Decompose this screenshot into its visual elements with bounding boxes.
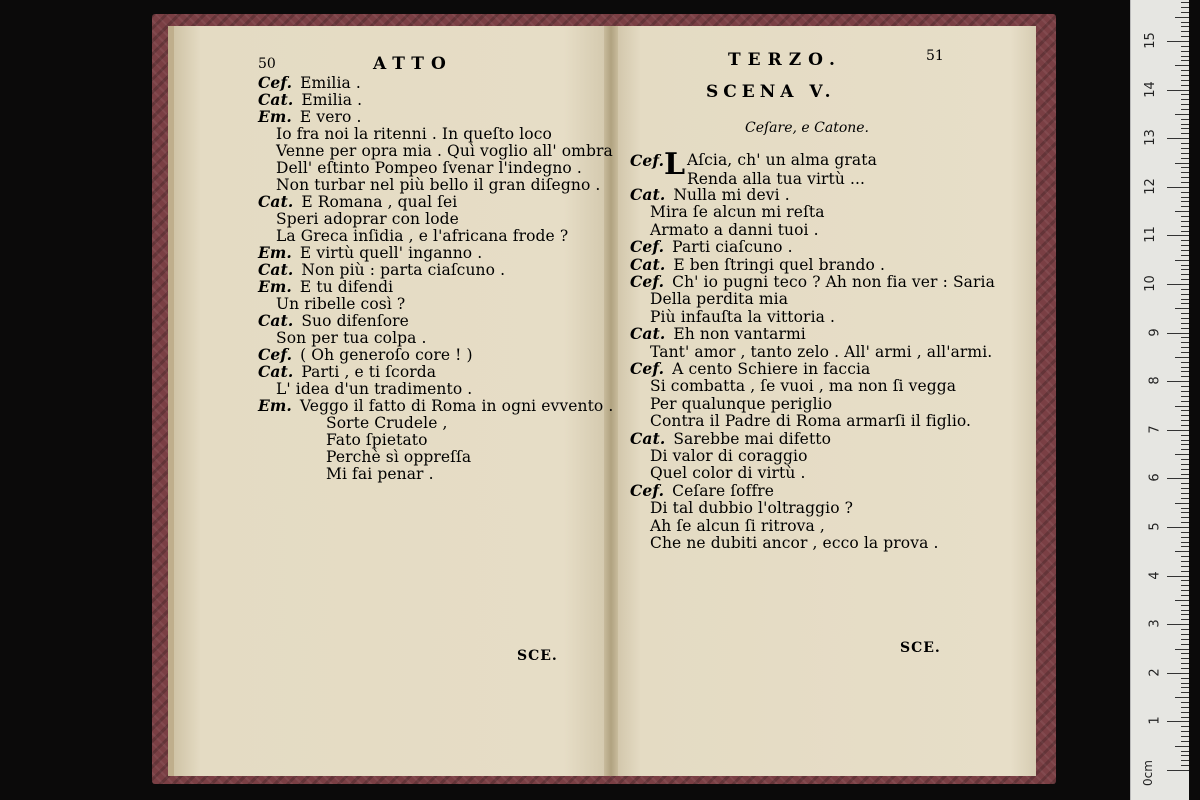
ruler-tick (1181, 595, 1189, 596)
ruler-tick (1181, 410, 1189, 411)
speaker-label: Em. (258, 243, 292, 262)
ruler-tick (1175, 114, 1189, 115)
ruler-tick (1181, 104, 1189, 105)
verse-line (258, 397, 613, 415)
ruler-tick (1181, 347, 1189, 348)
ruler-tick (1181, 80, 1189, 81)
speaker-label: Cat. (630, 185, 666, 204)
left-page-number: 50 (258, 56, 276, 72)
scene-title: SCENA V. (706, 82, 836, 102)
verse-line (276, 176, 600, 194)
ruler-tick (1181, 736, 1189, 737)
ruler-tick (1175, 211, 1189, 212)
ruler-tick (1167, 41, 1189, 42)
ruler-tick (1167, 90, 1189, 91)
ruler-number: 15 (1143, 32, 1159, 49)
ruler-tick (1181, 206, 1189, 207)
verse-text: Emilia . (301, 91, 363, 109)
ruler-tick (1181, 318, 1189, 319)
ruler-number: 8 (1147, 376, 1163, 385)
ruler-tick (1181, 148, 1189, 149)
verse-text: Mi fai penar . (326, 465, 434, 483)
ruler-tick (1181, 172, 1189, 173)
ruler-tick (1181, 299, 1189, 300)
right-page-number: 51 (926, 48, 944, 64)
ruler-number: 12 (1143, 178, 1159, 195)
ruler-tick (1181, 571, 1189, 572)
ruler-number: 3 (1147, 619, 1163, 628)
speaker-label: Cat. (630, 254, 666, 274)
ruler-tick (1167, 333, 1189, 334)
ruler-tick (1181, 313, 1189, 314)
ruler-tick (1181, 94, 1189, 95)
verse-line (276, 380, 472, 398)
speaker-label: Cef. (630, 359, 665, 378)
ruler-tick (1181, 644, 1189, 645)
ruler-tick (1181, 610, 1189, 611)
ruler-tick (1181, 707, 1189, 708)
verse-text: E ben ſtringi quel brando . (673, 255, 886, 274)
ruler-tick (1181, 561, 1189, 562)
ruler-tick (1181, 731, 1189, 732)
verse-line (326, 414, 448, 432)
ruler-tick (1167, 721, 1189, 722)
verse-line (276, 142, 613, 160)
verse-line (630, 256, 885, 274)
ruler-tick (1181, 386, 1189, 387)
verse-text: Suo difenſore (301, 312, 409, 330)
speaker-label: Em. (258, 396, 292, 415)
ruler-tick (1181, 192, 1189, 193)
ruler-tick (1181, 702, 1189, 703)
speaker-label: Cat. (258, 311, 294, 330)
ruler-tick (1167, 284, 1189, 285)
ruler-tick (1175, 308, 1189, 309)
verse-text: Non turbar nel più bello il gran diſegno . (276, 176, 601, 194)
speaker-label: Em. (258, 277, 292, 296)
ruler-tick (1181, 70, 1189, 71)
right-catchword: SCE. (900, 640, 941, 656)
speaker-label: Cat. (258, 90, 294, 109)
ruler-number: 2 (1147, 668, 1163, 677)
ruler-tick (1167, 235, 1189, 236)
verse-text: Parti , e ti ſcorda (301, 363, 437, 381)
ruler-tick (1181, 240, 1189, 241)
speaker-label: Cef. (630, 480, 665, 500)
speaker-label: Cef. (630, 272, 665, 291)
ruler-tick (1181, 124, 1189, 125)
verse-text: Sorte Crudele , (326, 414, 448, 432)
ruler-tick (1181, 522, 1189, 523)
ruler-tick (1167, 576, 1189, 577)
ruler-tick (1181, 269, 1189, 270)
measurement-ruler (1130, 0, 1189, 800)
ruler-tick (1181, 741, 1189, 742)
ruler-tick (1181, 449, 1189, 450)
verse-line (630, 238, 793, 256)
ruler-tick (1181, 663, 1189, 664)
ruler-tick (1181, 177, 1189, 178)
verse-line (650, 343, 992, 361)
ruler-tick (1181, 201, 1189, 202)
ruler-tick (1181, 391, 1189, 392)
ruler-tick (1167, 381, 1189, 382)
ruler-tick (1181, 566, 1189, 567)
ruler-tick (1181, 658, 1189, 659)
verse-line (326, 448, 471, 466)
ruler-tick (1181, 133, 1189, 134)
ruler-tick (1181, 605, 1189, 606)
ruler-tick (1181, 546, 1189, 547)
verse-line (650, 464, 805, 482)
ruler-tick (1181, 760, 1189, 761)
speaker-label: Cat. (258, 260, 294, 279)
ruler-number: 5 (1147, 522, 1163, 531)
ruler-tick (1181, 231, 1189, 232)
ruler-tick (1181, 221, 1189, 222)
ruler-tick (1181, 60, 1189, 61)
verse-text: Si combatta , ſe vuoi , ma non ſi vegga (650, 377, 957, 396)
speaker-label: Cef. (258, 73, 293, 92)
ruler-tick (1181, 342, 1189, 343)
drop-cap-letter: L (664, 147, 686, 182)
ruler-tick (1181, 294, 1189, 295)
verse-text: ( Oh generoſo core ! ) (300, 346, 473, 364)
verse-text: Ch' io pugni teco ? Ah non fia ver : Saria (672, 273, 995, 291)
verse-text: Nulla mi devi . (673, 186, 790, 204)
ruler-tick (1181, 517, 1189, 518)
verse-line (630, 325, 806, 343)
verse-text: Della perdita mia (650, 290, 789, 309)
verse-text: La Greca inſidia , e l'africana frode ? (276, 227, 569, 245)
ruler-tick (1181, 31, 1189, 32)
ruler-number: 10 (1143, 275, 1159, 292)
verse-line (258, 278, 393, 296)
ruler-tick (1167, 770, 1189, 771)
verse-line (258, 193, 457, 211)
ruler-tick (1181, 182, 1189, 183)
ruler-tick (1181, 289, 1189, 290)
verse-text: Perchè sì oppreſſa (326, 448, 472, 466)
right-running-head: TERZO. (728, 50, 842, 70)
ruler-tick (1181, 167, 1189, 168)
ruler-tick (1181, 85, 1189, 86)
speaker-label: Cef. (630, 151, 665, 170)
ruler-tick (1181, 56, 1189, 57)
verse-text: Ah ſe alcun ſi ritrova , (650, 516, 825, 535)
ruler-tick (1181, 12, 1189, 13)
ruler-tick (1181, 692, 1189, 693)
ruler-tick (1181, 328, 1189, 329)
verse-text: Parti ciaſcuno . (672, 238, 793, 257)
verse-line (276, 329, 427, 347)
ruler-tick (1181, 265, 1189, 266)
verse-line (650, 395, 832, 413)
ruler-tick (1181, 639, 1189, 640)
dropcap-line-1: Aſcia, ch' un alma grata (687, 151, 877, 169)
verse-text: E vero . (299, 108, 362, 126)
ruler-number: 11 (1143, 226, 1159, 244)
ruler-tick (1181, 245, 1189, 246)
ruler-tick (1181, 483, 1189, 484)
verse-line (276, 295, 405, 313)
left-running-head: ATTO (373, 54, 453, 74)
ruler-tick (1181, 634, 1189, 635)
ruler-tick (1167, 138, 1189, 139)
ruler-tick (1181, 367, 1189, 368)
ruler-tick (1181, 415, 1189, 416)
ruler-tick (1181, 765, 1189, 766)
ruler-tick (1181, 255, 1189, 256)
speaker-label: Em. (258, 107, 292, 126)
ruler-tick (1175, 65, 1189, 66)
verse-text: Armato a danni tuoi . (650, 220, 819, 239)
ruler-tick (1181, 542, 1189, 543)
ruler-tick (1181, 717, 1189, 718)
ruler-tick (1167, 478, 1189, 479)
verse-line (630, 430, 831, 448)
verse-text: Son per tua colpa . (276, 329, 427, 347)
ruler-tick (1181, 488, 1189, 489)
verse-text: Un ribelle così ? (276, 295, 406, 313)
speaker-label: Cat. (630, 428, 666, 448)
ruler-tick (1181, 279, 1189, 280)
ruler-tick (1175, 406, 1189, 407)
ruler-tick (1181, 755, 1189, 756)
ruler-tick (1181, 614, 1189, 615)
verse-line (258, 312, 409, 330)
ruler-tick (1181, 396, 1189, 397)
verse-line (276, 210, 459, 228)
verse-text: Venne per opra mia . Quì voglio all' ombra (276, 142, 613, 160)
verse-text: L' idea d'un tradimento . (276, 380, 473, 398)
ruler-tick (1181, 629, 1189, 630)
ruler-tick (1175, 454, 1189, 455)
ruler-tick (1181, 36, 1189, 37)
ruler-tick (1181, 401, 1189, 402)
ruler-tick (1181, 751, 1189, 752)
verse-line (650, 499, 853, 517)
verse-line (650, 203, 825, 221)
ruler-tick (1181, 216, 1189, 217)
verse-text: Non più : parta ciaſcuno . (301, 261, 506, 279)
dropcap-line-2: Renda alla tua virtù ... (687, 170, 866, 188)
ruler-tick (1181, 7, 1189, 8)
verse-text: E virtù quell' inganno . (299, 244, 483, 262)
ruler-tick (1181, 435, 1189, 436)
ruler-tick (1181, 323, 1189, 324)
verse-text: Per qualunque periglio (650, 394, 833, 413)
verse-line (650, 308, 835, 326)
ruler-tick (1181, 590, 1189, 591)
ruler-tick (1181, 226, 1189, 227)
ruler-tick (1181, 26, 1189, 27)
ruler-tick (1181, 143, 1189, 144)
verse-line (630, 482, 774, 500)
ruler-tick (1181, 585, 1189, 586)
ruler-number: 1 (1147, 716, 1163, 726)
ruler-tick (1181, 512, 1189, 513)
verse-text: Sarebbe mai difetto (673, 429, 832, 448)
ruler-tick (1181, 99, 1189, 100)
ruler-tick (1181, 653, 1189, 654)
ruler-tick (1181, 2, 1189, 3)
ruler-tick (1181, 158, 1189, 159)
ruler-tick (1181, 464, 1189, 465)
speaker-label: Cef. (258, 345, 293, 364)
ruler-tick (1181, 303, 1189, 304)
ruler-tick (1175, 163, 1189, 164)
ruler-tick (1181, 119, 1189, 120)
ruler-tick (1175, 697, 1189, 698)
ruler-tick (1175, 746, 1189, 747)
ruler-tick (1181, 444, 1189, 445)
ruler-unit-label: 0cm (1140, 760, 1155, 786)
verse-line (650, 377, 956, 395)
ruler-tick (1181, 425, 1189, 426)
ruler-tick (1181, 493, 1189, 494)
ruler-tick (1181, 337, 1189, 338)
ruler-tick (1181, 420, 1189, 421)
ruler-tick (1181, 712, 1189, 713)
ruler-tick (1167, 673, 1189, 674)
verse-line (650, 534, 938, 552)
verse-text: Veggo il fatto di Roma in ogni evvento . (299, 397, 614, 415)
ruler-tick (1175, 503, 1189, 504)
ruler-tick (1181, 250, 1189, 251)
verse-line (326, 431, 428, 449)
ruler-tick (1181, 556, 1189, 557)
ruler-tick (1181, 668, 1189, 669)
ruler-tick (1181, 75, 1189, 76)
verse-line (650, 517, 825, 535)
ruler-tick (1181, 362, 1189, 363)
ruler-tick (1181, 726, 1189, 727)
ruler-tick (1181, 580, 1189, 581)
ruler-tick (1181, 537, 1189, 538)
ruler-number: 9 (1147, 327, 1163, 337)
ruler-number: 13 (1143, 129, 1159, 146)
ruler-tick (1181, 22, 1189, 23)
ruler-tick (1175, 17, 1189, 18)
ruler-tick (1181, 376, 1189, 377)
verse-text: Io fra noi la ritenni . In queſto loco (276, 125, 552, 143)
verse-line (630, 273, 995, 291)
verse-line (650, 412, 971, 430)
ruler-tick (1181, 474, 1189, 475)
ruler-tick (1175, 600, 1189, 601)
ruler-tick (1181, 678, 1189, 679)
ruler-tick (1181, 153, 1189, 154)
speaker-label: Cef. (630, 237, 665, 257)
verse-line (258, 261, 505, 279)
ruler-tick (1167, 527, 1189, 528)
ruler-tick (1167, 430, 1189, 431)
ruler-tick (1181, 498, 1189, 499)
verse-text: Tant' amor , tanto zelo . All' armi , all'armi. (650, 342, 993, 361)
ruler-tick (1181, 508, 1189, 509)
speaker-label: Cat. (258, 192, 294, 211)
verse-text: Di tal dubbio l'oltraggio ? (650, 499, 854, 518)
ruler-tick (1181, 440, 1189, 441)
ruler-tick (1181, 109, 1189, 110)
verse-line (650, 447, 808, 465)
verse-text: Quel color di virtù . (650, 464, 806, 483)
ruler-tick (1167, 624, 1189, 625)
verse-text: Eh non vantarmi (673, 325, 806, 344)
ruler-tick (1181, 687, 1189, 688)
verse-line (276, 125, 552, 143)
verse-text: E Romana , qual ſei (301, 193, 458, 211)
ruler-tick (1181, 274, 1189, 275)
ruler-tick (1175, 260, 1189, 261)
left-catchword: SCE. (517, 648, 558, 664)
verse-line (276, 227, 568, 245)
ruler-tick (1181, 459, 1189, 460)
ruler-tick (1181, 469, 1189, 470)
ruler-tick (1181, 619, 1189, 620)
speaker-label: Cat. (258, 362, 294, 381)
verse-text: Speri adoprar con lode (276, 210, 459, 228)
ruler-tick (1181, 683, 1189, 684)
verse-line (326, 465, 434, 483)
verse-line (650, 290, 788, 308)
verse-text: Mira ſe alcun mi reſta (650, 203, 825, 222)
ruler-number: 6 (1147, 473, 1163, 483)
ruler-tick (1175, 357, 1189, 358)
verse-text: Di valor di coraggio (650, 447, 808, 465)
ruler-tick (1175, 649, 1189, 650)
scene-characters: Ceſare, e Catone. (745, 120, 870, 136)
ruler-number: 7 (1147, 425, 1163, 434)
ruler-tick (1167, 187, 1189, 188)
ruler-tick (1181, 197, 1189, 198)
verse-line (630, 186, 790, 204)
ruler-tick (1181, 46, 1189, 47)
verse-text: Ceſare ſoffre (672, 481, 775, 500)
ruler-tick (1181, 371, 1189, 372)
verse-text: A cento Schiere in faccia (672, 360, 871, 378)
verse-line (276, 159, 582, 177)
speaker-label: Cat. (630, 324, 666, 344)
ruler-tick (1181, 532, 1189, 533)
ruler-tick (1181, 128, 1189, 129)
verse-line (650, 221, 819, 239)
verse-line (258, 108, 362, 126)
verse-text: Emilia . (300, 74, 361, 92)
verse-text: Fato ſpietato (326, 431, 428, 449)
verse-line (630, 360, 870, 378)
ruler-tick (1181, 51, 1189, 52)
ruler-number: 4 (1147, 570, 1163, 580)
verse-text: Dell' eſtinto Pompeo ſvenar l'indegno . (276, 159, 582, 177)
ruler-number: 14 (1143, 80, 1159, 98)
ruler-tick (1175, 551, 1189, 552)
verse-text: Più infauſta la vittoria . (650, 307, 836, 326)
verse-text: Che ne dubiti ancor , ecco la prova . (650, 534, 939, 552)
ruler-tick (1181, 352, 1189, 353)
verse-text: E tu difendi (299, 278, 394, 296)
verse-text: Contra il Padre di Roma armarſi il figlio. (650, 412, 972, 431)
verse-line (258, 363, 436, 381)
